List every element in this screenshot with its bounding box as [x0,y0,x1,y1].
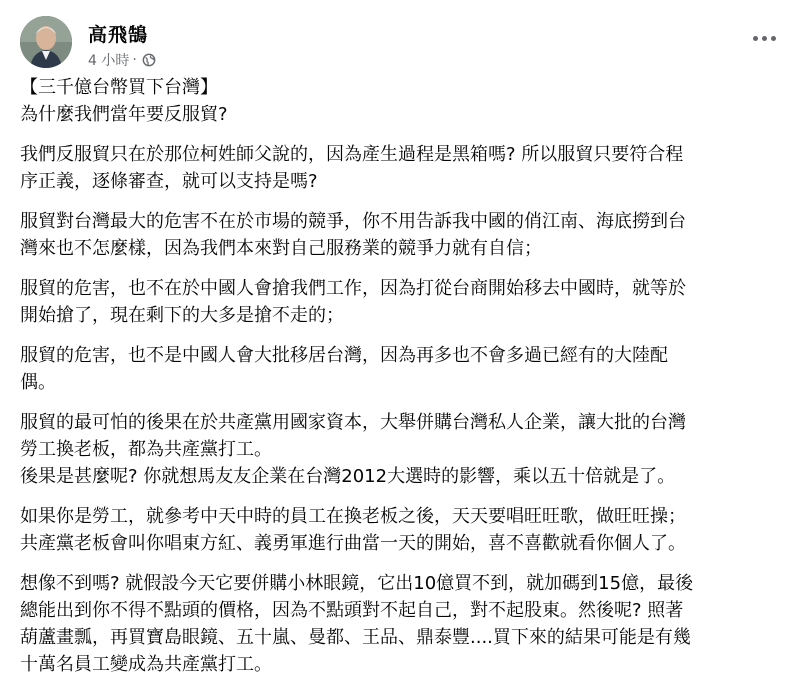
post-paragraph: 我們反服貿只在於那位柯姓師父說的，因為產生過程是黑箱嗎? 所以服貿只要符合程 序正義，逐條審查，就可以支持是嗎? [20,144,684,192]
globe-icon[interactable] [142,53,156,67]
post-paragraph: 服貿的最可怕的後果在於共產黨用國家資本，大舉併購台灣私人企業，讓大批的台灣 勞工換老板，都為共產黨打工。 後果是甚麼呢? 你就想馬友友企業在台灣2012大選時的影響，乘以五十倍就是了。 [20,412,686,487]
post-body [20,74,790,691]
post-subtitle: 為什麼我們當年要反服貿? [20,104,228,125]
post-title: 【三千億台幣買下台灣】 [20,77,218,98]
post-header [0,10,800,74]
post-paragraph: 如果你是勞工，就參考中天中時的員工在換老板之後，天天要唱旺旺歌，做旺旺操； 共產黨老板會叫你唱東方紅、義勇軍進行曲當一天的開始，喜不喜歡就看你個人了。 [20,506,686,554]
meta-separator: · [132,52,137,68]
post-paragraph: 服貿的危害，也不是中國人會大批移居台灣，因為再多也不會多過已經有的大陸配 偶。 [20,345,668,393]
avatar[interactable] [20,16,72,68]
post-paragraph: 想像不到嗎? 就假設今天它要併購小林眼鏡，它出10億買不到，就加碼到15億，最後 總能出到你不得不點頭的價格，因為不點頭對不起自己，對不起股東。然後呢? 照著 葫蘆畫瓢，再買寶島眼鏡、五十嵐、曼都、王品、鼎泰豐....買下來的結果可能是有幾 十萬名員工變成為共產黨打工。 [20,573,694,675]
post-timestamp[interactable]: 4 小時 [88,53,130,69]
post-paragraph: 服貿的危害，也不在於中國人會搶我們工作，因為打從台商開始移去中國時，就等於 開始搶了，現在剩下的大多是搶不走的； [20,278,686,326]
post-meta [88,50,156,70]
more-options-icon[interactable] [746,24,782,52]
post-paragraph: 服貿對台灣最大的危害不在於市場的競爭，你不用告訴我中國的俏江南、海底撈到台 灣來也不怎麼樣，因為我們本來對自己服務業的競爭力就有自信； [20,211,686,259]
author-name[interactable]: 高飛鵠 [88,24,149,46]
avatar-image [20,16,72,68]
